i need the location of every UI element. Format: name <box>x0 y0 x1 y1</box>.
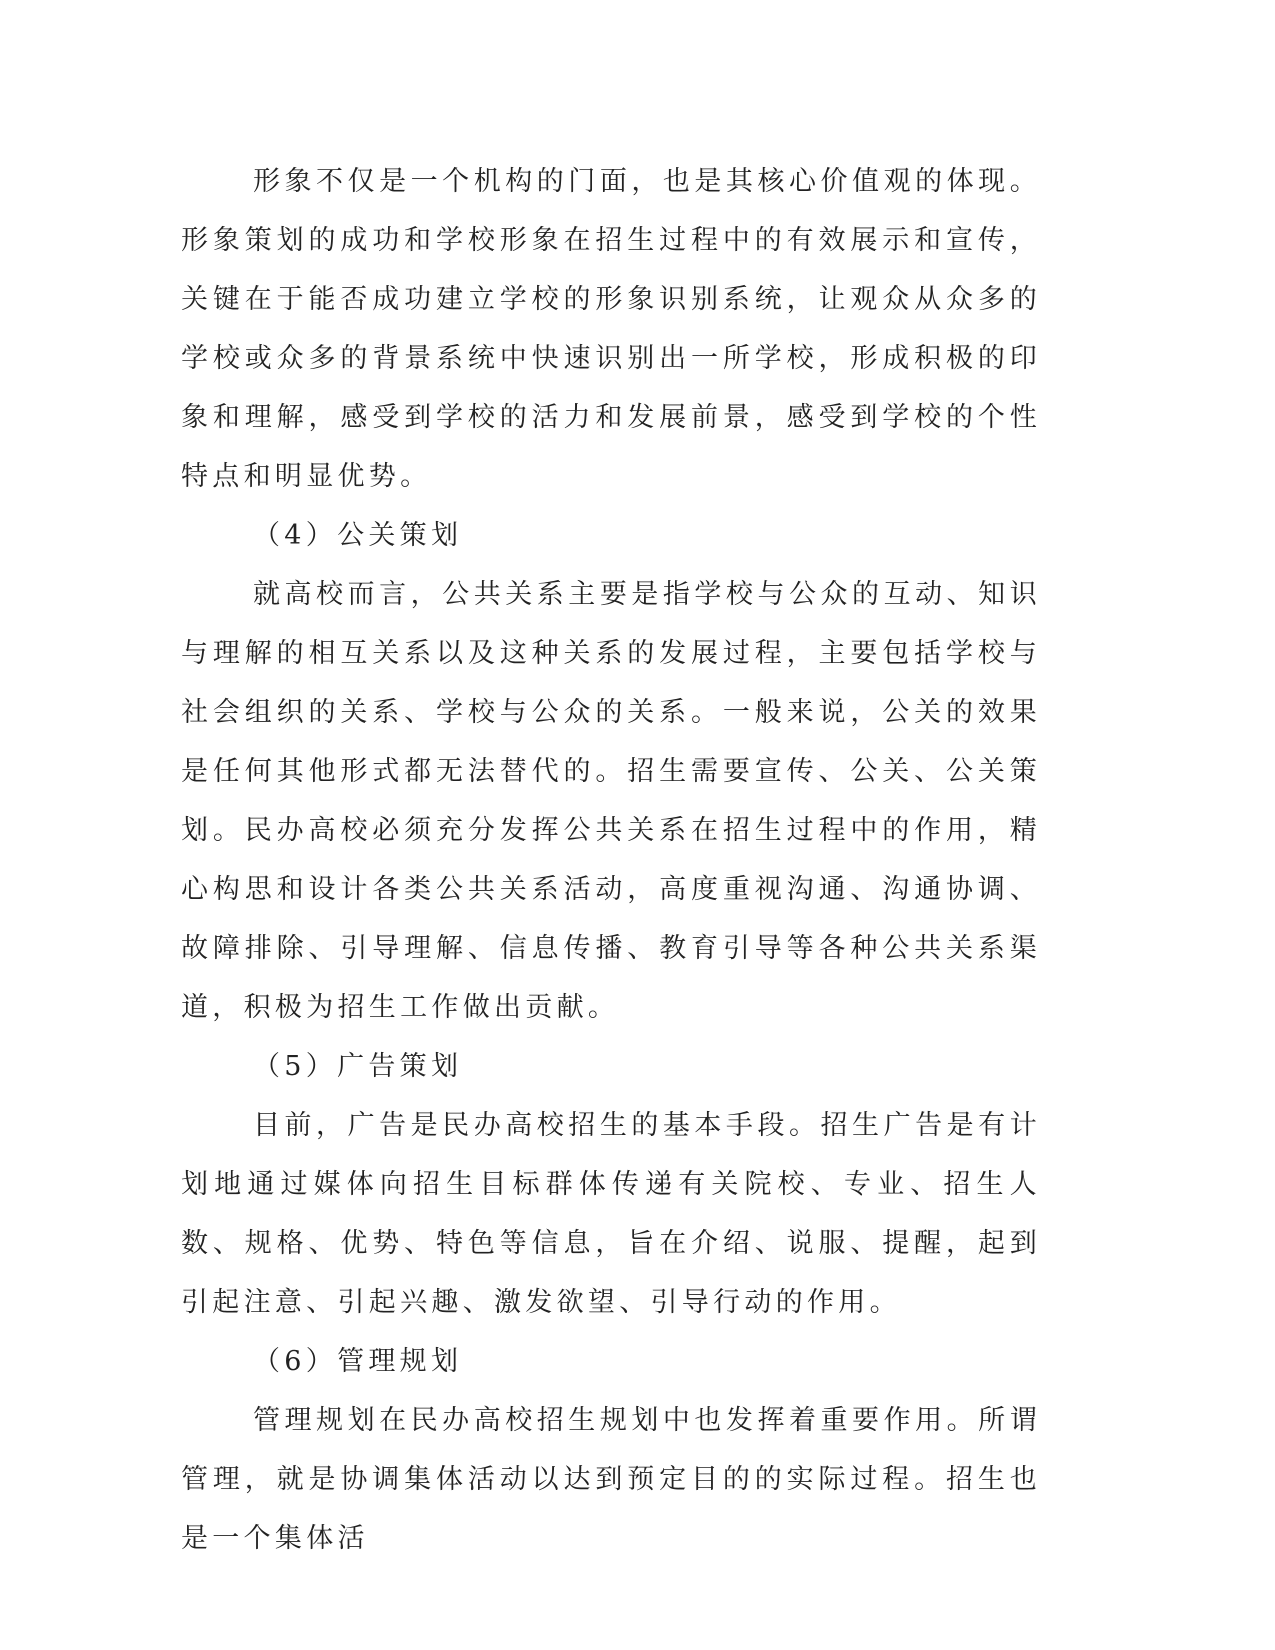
document-body <box>181 152 1041 1568</box>
section-heading-management-planning: （6）管理规划 <box>253 1346 463 1377</box>
paragraph-management-planning: 管理规划在民办高校招生规划中也发挥着重要作用。所谓管理，就是协调集体活动以达到预定目的的实际过程。招生也是一个集体活 <box>181 1405 1041 1554</box>
paragraph-image-planning: 形象不仅是一个机构的门面，也是其核心价值观的体现。形象策划的成功和学校形象在招生过程中的有效展示和宣传，关键在于能否成功建立学校的形象识别系统，让观众从众多的学校或众多的背景系统中快速识别出一所学校，形成积极的印象和理解，感受到学校的活力和发展前景，感受到学校的个性特点和明显优势。 <box>181 166 1041 492</box>
section-heading-pr-planning: （4）公关策划 <box>253 520 463 551</box>
section-heading-ad-planning: （5）广告策划 <box>253 1051 463 1082</box>
paragraph-ad-planning: 目前，广告是民办高校招生的基本手段。招生广告是有计划地通过媒体向招生目标群体传递有关院校、专业、招生人数、规格、优势、特色等信息，旨在介绍、说服、提醒，起到引起注意、引起兴趣、激发欲望、引导行动的作用。 <box>181 1110 1041 1318</box>
paragraph-pr-planning: 就高校而言，公共关系主要是指学校与公众的互动、知识与理解的相互关系以及这种关系的发展过程，主要包括学校与社会组织的关系、学校与公众的关系。一般来说，公关的效果是任何其他形式都无法替代的。招生需要宣传、公关、公关策划。民办高校必须充分发挥公共关系在招生过程中的作用，精心构思和设计各类公共关系活动，高度重视沟通、沟通协调、故障排除、引导理解、信息传播、教育引导等各种公共关系渠道，积极为招生工作做出贡献。 <box>181 579 1041 1023</box>
